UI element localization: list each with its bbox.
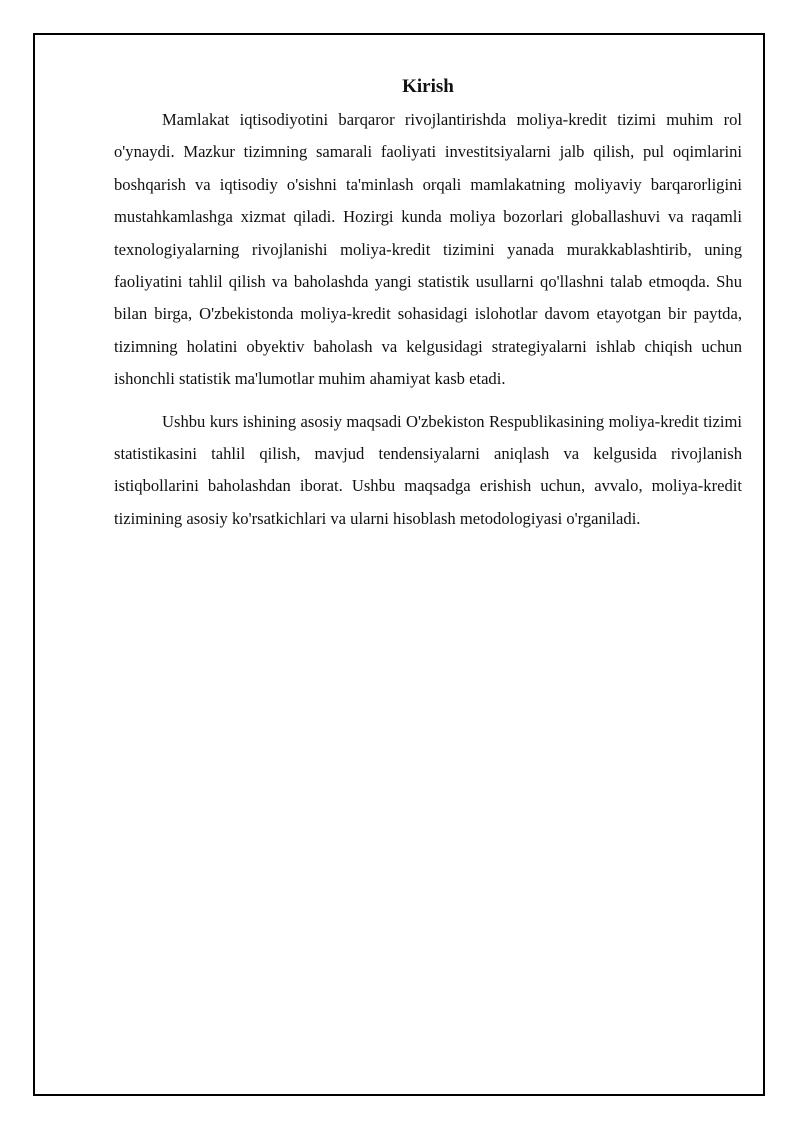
paragraph-1: Mamlakat iqtisodiyotini barqaror rivojlantirishda moliya-kredit tizimi muhim rol o'ynaydi. Mazkur tizimning samarali faoliyati investitsiyalarni jalb qilish, pul oqimlarini boshqarish va iqtisodiy o'sishni ta'minlash orqali mamlakatning moliyaviy barqarorligini mustahkamlashga xizmat qiladi. Hozirgi kunda moliya bozorlari globallashuvi va raqamli texnologiyalarning rivojlanishi moliya-kredit tizimini yanada murakkablashtirib, uning faoliyatini tahlil qilish va baholashda yangi statistik usullarni qo'llashni talab etmoqda. Shu bilan birga, O'zbekistonda moliya-kredit sohasidagi islohotlar davom etayotgan bir paytda, tizimning holatini obyektiv baholash va kelgusidagi strategiyalarni ishlab chiqish uchun ishonchli statistik ma'lumotlar muhim ahamiyat kasb etadi. xyxy=(114,110,742,389)
paragraph-2: Ushbu kurs ishining asosiy maqsadi O'zbekiston Respublikasining moliya-kredit tizimi statistikasini tahlil qilish, mavjud tendensiyalarni aniqlash va kelgusida rivojlanish istiqbollarini baholashdan iborat. Ushbu maqsadga erishish uchun, avvalo, moliya-kredit tizimining asosiy ko'rsatkichlari va ularni hisoblash metodologiyasi o'rganiladi. xyxy=(114,411,742,528)
document-title: Kirish xyxy=(402,76,454,97)
document-body xyxy=(114,74,742,545)
